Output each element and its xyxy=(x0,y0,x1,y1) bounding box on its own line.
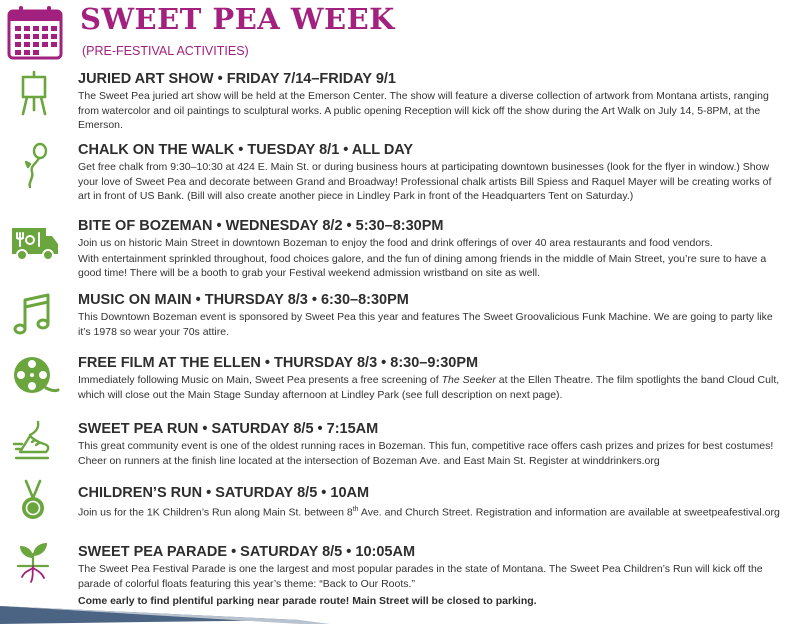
event-heading: FREE FILM AT THE ELLEN • THURSDAY 8/3 • 8:30–9:30PM xyxy=(78,355,479,371)
easel-icon xyxy=(8,70,60,116)
page-title: SWEET PEA WEEK xyxy=(80,2,395,36)
event-heading: MUSIC ON MAIN • THURSDAY 8/3 • 6:30–8:30PM xyxy=(78,292,409,308)
event-body: This Downtown Bozeman event is sponsored by Sweet Pea this year and features The Sweet Groovalicious Funk Machine. We are going to party like it’s 1978 so wear your 70s attire. xyxy=(78,311,773,338)
film-title: The Seeker xyxy=(441,374,496,386)
medal-icon xyxy=(8,478,60,524)
event-body-text: at the Ellen Theatre. The film spotlights the band Cloud Cult, which will close out the Main Stage Sunday afternoon at Lindley Park (see full description on next page). xyxy=(78,374,780,401)
event-body: The Sweet Pea Festival Parade is one the largest and most popular parades in the state of Montana. The Sweet Pea Children’s Run will kick off the parade of colorful floats featuring this year’s theme: “Back to Our Roots.” xyxy=(78,563,763,590)
event-heading: JURIED ART SHOW • FRIDAY 7/14–FRIDAY 9/1 xyxy=(78,71,396,87)
balloon-icon xyxy=(8,142,60,188)
page-subtitle: (PRE-FESTIVAL ACTIVITIES) xyxy=(82,44,249,58)
event-heading: CHILDREN’S RUN • SATURDAY 8/5 • 10AM xyxy=(78,485,370,501)
event-body xyxy=(78,503,784,520)
event-body-text: Immediately following Music on Main, Sweet Pea presents a free screening of xyxy=(78,374,442,386)
music-note-icon xyxy=(8,292,60,338)
event-body-text: Ave. and Church Street. Registration and information are available at sweetpeafestival.org xyxy=(358,506,780,519)
event-chalk-on-the-walk xyxy=(78,142,784,204)
event-body: Join us on historic Main Street in downtown Bozeman to enjoy the food and drink offerings of over 40 area restaurants and food vendors. xyxy=(78,237,713,249)
event-heading: BITE OF BOZEMAN • WEDNESDAY 8/2 • 5:30–8:30PM xyxy=(78,218,444,234)
event-heading: SWEET PEA RUN • SATURDAY 8/5 • 7:15AM xyxy=(78,421,379,437)
event-body-continued: With entertainment sprinkled throughout, food choices galore, and the fun of dining among friends in the middle of Main Street, you’re sure to have a good time! There will be a booth to grab your Festival weekend admission wristband on site as well. xyxy=(78,252,767,280)
event-body: Get free chalk from 9:30–10:30 at 424 E. Main St. or during business hours at participating downtown businesses (look for the flyer in window.) Show your love of Sweet Pea and decorate between Grand and Broadway! Professional chalk artists Bill Spiess and Raquel Mayer will be creating works of art in front of US Bank. (Bill will also create another piece in Lindley Park in front of the Headquarters Tent on Saturday.) xyxy=(78,161,772,203)
event-bite-of-bozeman xyxy=(78,218,784,281)
running-shoe-icon xyxy=(8,418,60,464)
film-reel-icon xyxy=(8,352,60,398)
event-free-film xyxy=(78,355,784,402)
food-truck-icon xyxy=(8,218,60,264)
event-body: The Sweet Pea juried art show will be held at the Emerson Center. The show will feature a diverse collection of artwork from Montana artists, ranging from watercolor and oil paintings to sculptural works. A public opening Reception will kick off the show during the Art Walk on July 14, 5-8PM, at the Emerson. xyxy=(78,90,769,132)
corner-decoration xyxy=(0,594,796,624)
event-heading: SWEET PEA PARADE • SATURDAY 8/5 • 10:05AM xyxy=(78,544,416,560)
calendar-icon xyxy=(6,4,64,62)
ordinal-suffix: th xyxy=(352,506,359,513)
event-childrens-run xyxy=(78,485,784,520)
event-juried-art-show xyxy=(78,71,784,133)
event-sweet-pea-run xyxy=(78,421,784,468)
event-body: This great community event is one of the oldest running races in Bozeman. This fun, competitive race offers cash prizes and prizes for best costumes! Cheer on runners at the finish line located at the intersection of Bozeman Ave. and East Main St. Register at winddrinkers.org xyxy=(78,440,774,467)
event-heading: CHALK ON THE WALK • TUESDAY 8/1 • ALL DAY xyxy=(78,142,414,158)
parking-note: Come early to find plentiful parking near parade route! Main Street will be closed to parking. xyxy=(78,595,537,608)
event-music-on-main xyxy=(78,292,784,339)
event-body xyxy=(78,373,784,402)
sprout-roots-icon xyxy=(8,538,60,584)
event-body-text: Join us for the 1K Children’s Run along Main St. between 8 xyxy=(78,506,353,519)
